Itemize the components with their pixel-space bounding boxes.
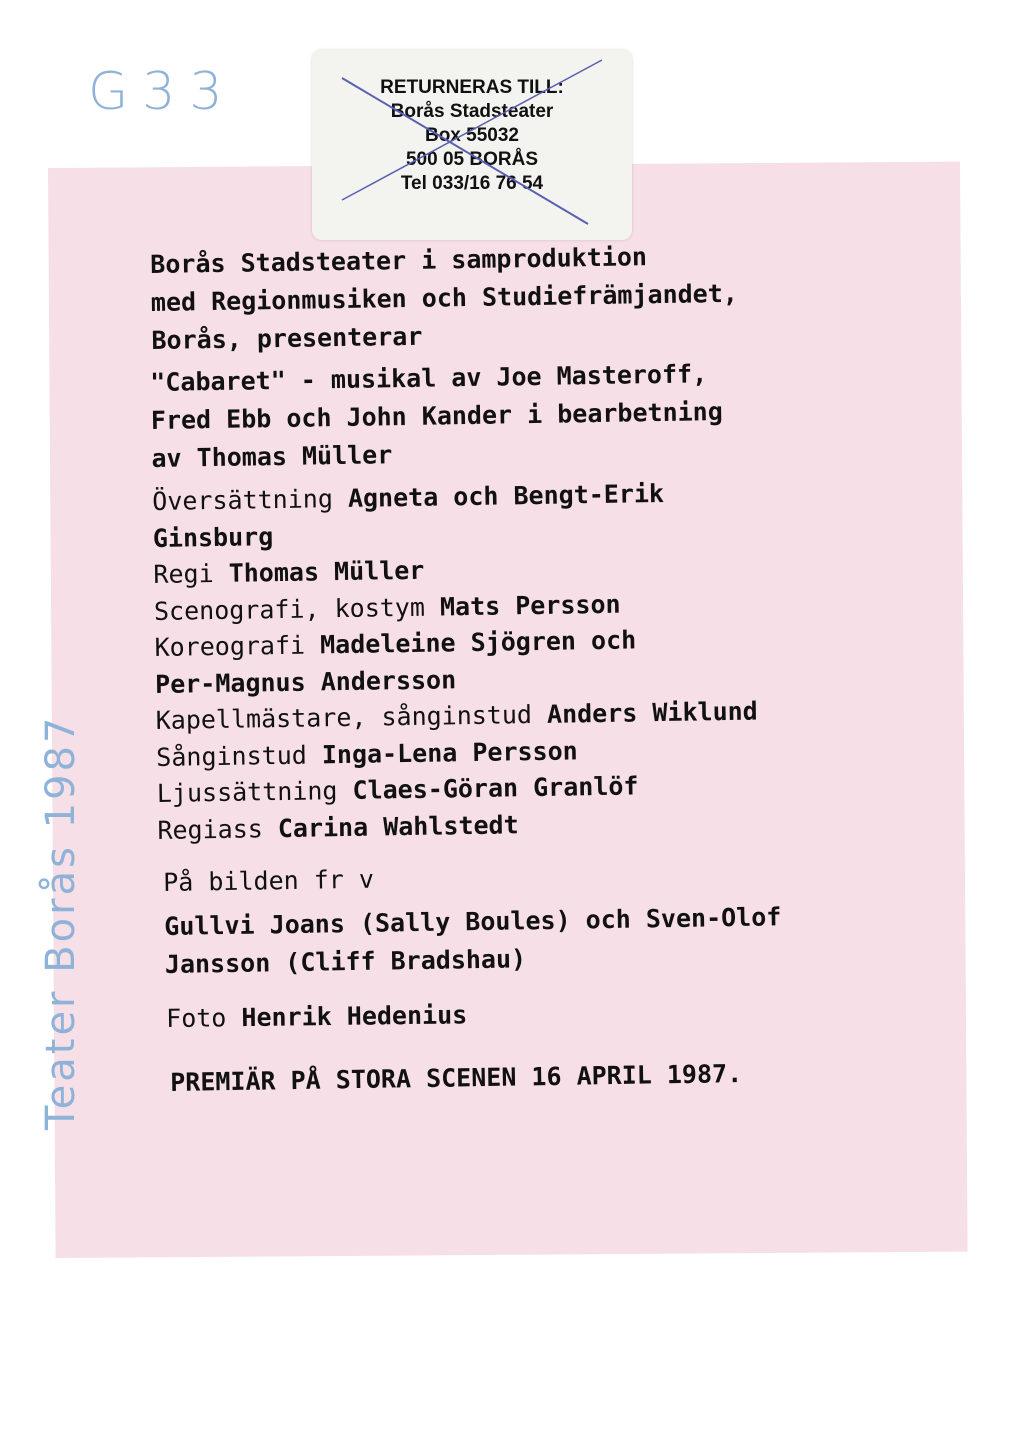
caption-label: På bilden fr v [163, 864, 375, 897]
credit-name: Claes-Göran Granlöf [352, 771, 639, 805]
credit-role: Regi [153, 559, 214, 589]
intro-line: Borås, presenterar [151, 321, 423, 355]
intro-paragraph [150, 237, 739, 360]
credit-role: Kapellmästare, sånginstud [155, 700, 533, 735]
credit-role: Översättning [152, 484, 334, 516]
credit-name: Per-Magnus Andersson [154, 664, 457, 699]
credit-name: Madeleine Sjögren och [319, 625, 637, 660]
title-line: av Thomas Müller [151, 440, 393, 473]
credit-name: Carina Wahlstedt [277, 809, 519, 843]
return-label-line: Borås Stadsteater [390, 101, 554, 122]
credit-role: Sånginstud [156, 740, 308, 772]
intro-line: med Regionmusiken och Studiefrämjandet, [150, 278, 739, 317]
credit-name: Inga-Lena Persson [321, 735, 578, 769]
return-label-line: 500 05 BORÅS [405, 149, 538, 170]
credit-role: Regiass [157, 813, 264, 845]
title-line: "Cabaret" - musikal av Joe Masteroff, [150, 359, 708, 397]
cross-out-mark [312, 50, 632, 240]
credit-name: Anders Wiklund [546, 696, 758, 729]
credit-name: Agneta och Bengt-Erik [347, 478, 665, 513]
photo-credit [166, 1000, 467, 1033]
return-label-line: Box 55032 [424, 125, 519, 146]
credit-role: Scenografi, kostym [153, 592, 426, 626]
photo-credit-label: Foto [166, 1003, 227, 1033]
premiere-date: PREMIÄR PÅ STORA SCENEN 16 APRIL 1987. [170, 1059, 743, 1097]
photographer-name: Henrik Hedenius [241, 1000, 468, 1033]
credit-role: Ljussättning [156, 776, 338, 808]
title-line: Fred Ebb och John Kander i bearbetning [150, 397, 723, 435]
credit-name: Mats Persson [439, 589, 621, 621]
return-address-label [312, 50, 632, 240]
cast-line: Gullvi Joans (Sally Boules) och Sven-Olof [164, 902, 782, 941]
credit-role: Koreografi [154, 630, 306, 662]
cast-paragraph [164, 898, 782, 984]
credit-name: Ginsburg [152, 521, 274, 553]
intro-line: Borås Stadsteater i samproduktion [150, 242, 648, 279]
production-title-paragraph [150, 355, 724, 478]
return-label-heading: RETURNERAS TILL: [380, 77, 564, 98]
credit-name: Thomas Müller [228, 555, 425, 588]
handwritten-code: G33 [88, 62, 237, 122]
return-label-line: Tel 033/16 76 54 [400, 173, 544, 194]
cast-line: Jansson (Cliff Bradshau) [164, 944, 527, 979]
credits-list [152, 475, 760, 849]
handwritten-side-note: Teater Borås 1987 [38, 714, 84, 1130]
